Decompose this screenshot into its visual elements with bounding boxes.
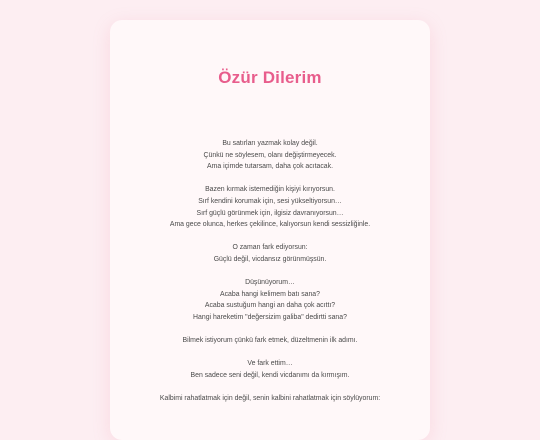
poem-line: Düşünüyorum… <box>245 279 295 287</box>
poem-line: Sırf güçlü görünmek için, ilgisiz davranıyorsun… <box>196 209 344 217</box>
page-title: Özür Dilerim <box>218 68 322 87</box>
stanza <box>110 393 430 405</box>
stanza <box>110 242 430 265</box>
poem-line: Bazen kırmak istemediğin kişiyi kırıyorsun. <box>205 186 335 194</box>
poem-card <box>110 20 430 440</box>
poem-line: Çünkü ne söylesem, olanı değiştirmeyecek. <box>203 151 337 159</box>
poem-line: Ama gece olunca, herkes çekilince, kalıyorsun kendi sessizliğinle. <box>169 221 371 229</box>
poem-line: Güçlü değil, vicdansız görünmüşsün. <box>213 255 327 263</box>
poem-body <box>110 138 430 416</box>
poem-line: Acaba sustuğum hangi an daha çok acıttı? <box>204 302 336 310</box>
poem-line: Ve fark ettim… <box>247 360 293 368</box>
poem-line: Bilmek istiyorum çünkü fark etmek, düzeltmenin ilk adımı. <box>182 337 358 345</box>
stanza <box>110 277 430 323</box>
stanza <box>110 358 430 381</box>
poem-line: Kalbimi rahatlatmak için değil, senin kalbini rahatlatmak için söylüyorum: <box>159 395 381 403</box>
poem-line: Sırf kendini korumak için, sesi yükseltiyorsun… <box>198 197 342 205</box>
stanza <box>110 184 430 230</box>
poem-line: Hangi hareketim "değersizim galiba" dedirtti sana? <box>193 313 347 321</box>
poem-line: O zaman fark ediyorsun: <box>232 244 308 252</box>
poem-line: Acaba hangi kelimem batı sana? <box>220 290 320 298</box>
poem-line: Bu satırları yazmak kolay değil. <box>222 140 318 147</box>
poem-line: Ben sadece seni değil, kendi vicdanımı da kırmışım. <box>190 371 350 379</box>
stanza <box>110 335 430 347</box>
poem-line: Ama içimde tutarsam, daha çok acıtacak. <box>207 163 333 171</box>
stanza <box>110 138 430 173</box>
